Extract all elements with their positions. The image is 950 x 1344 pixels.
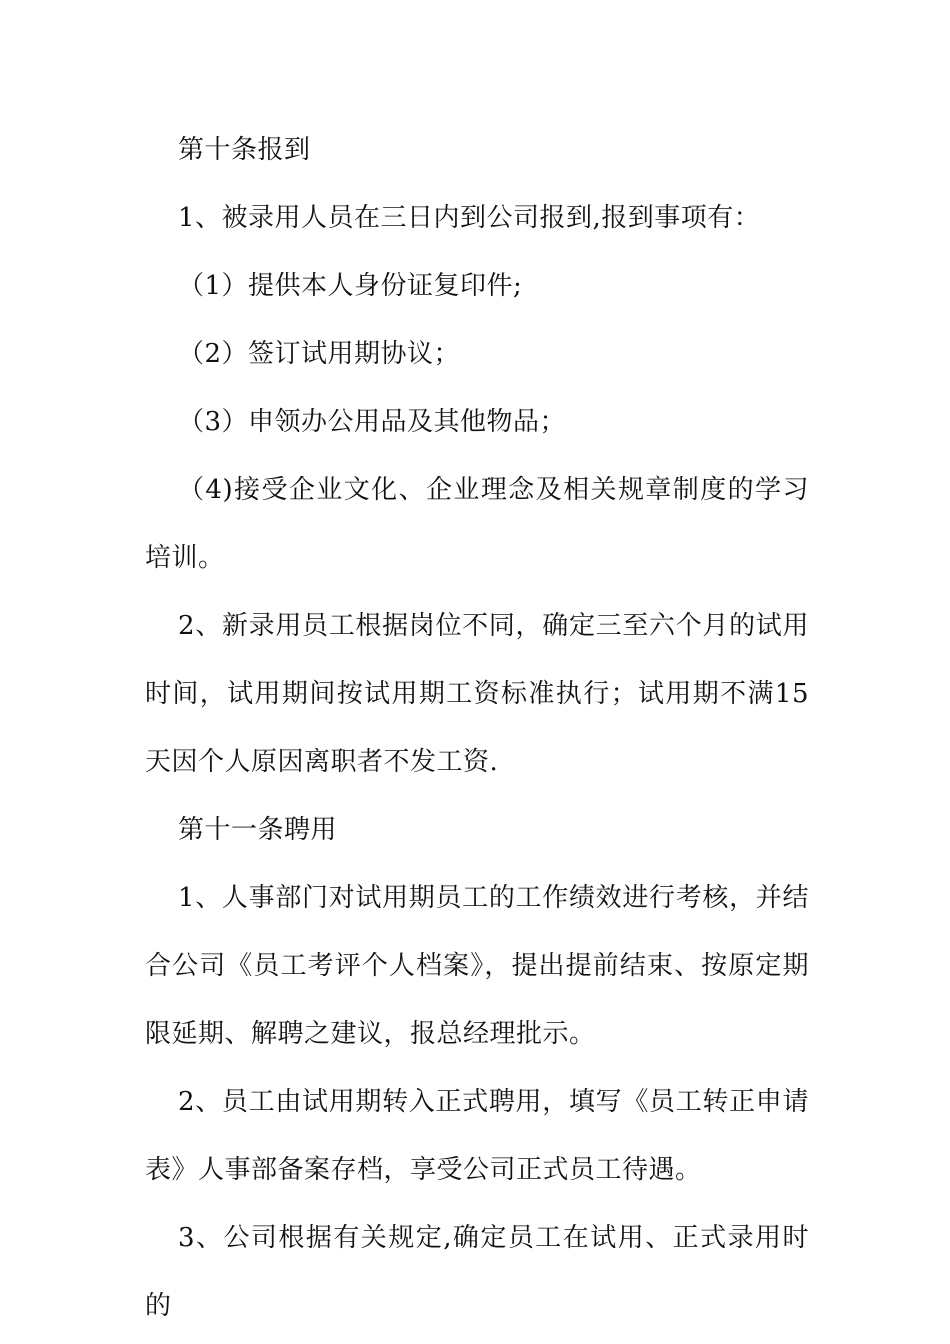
list-item-id-copy: （1）提供本人身份证复印件; [178,271,523,301]
section-heading-article-11: 第十一条聘用 [178,815,338,845]
paragraph-formal-employment: 2、员工由试用期转入正式聘用，填写《员工转正申请表》人事部备案存档，享受公司正式员工待遇。 [145,1087,809,1185]
paragraph-regulations: 3、公司根据有关规定,确定员工在试用、正式录用时的 [145,1223,809,1321]
paragraph-report-items: 1、被录用人员在三日内到公司报到,报到事项有： [178,203,761,233]
paragraph-probation-period: 2、新录用员工根据岗位不同，确定三至六个月的试用时间，试用期间按试用期工资标准执行；试用期不满15天因个人原因离职者不发工资. [145,611,809,777]
list-item-culture-training: （4)接受企业文化、企业理念及相关规章制度的学习培训。 [145,475,809,573]
section-heading-article-10: 第十条报到 [178,135,311,165]
list-item-office-supplies: （3）申领办公用品及其他物品； [178,407,567,437]
document-page [145,116,809,1340]
list-item-probation-agreement: （2）签订试用期协议； [178,339,461,369]
paragraph-performance-review: 1、人事部门对试用期员工的工作绩效进行考核，并结合公司《员工考评个人档案》，提出提前结束、按原定期限延期、解聘之建议，报总经理批示。 [145,883,809,1049]
